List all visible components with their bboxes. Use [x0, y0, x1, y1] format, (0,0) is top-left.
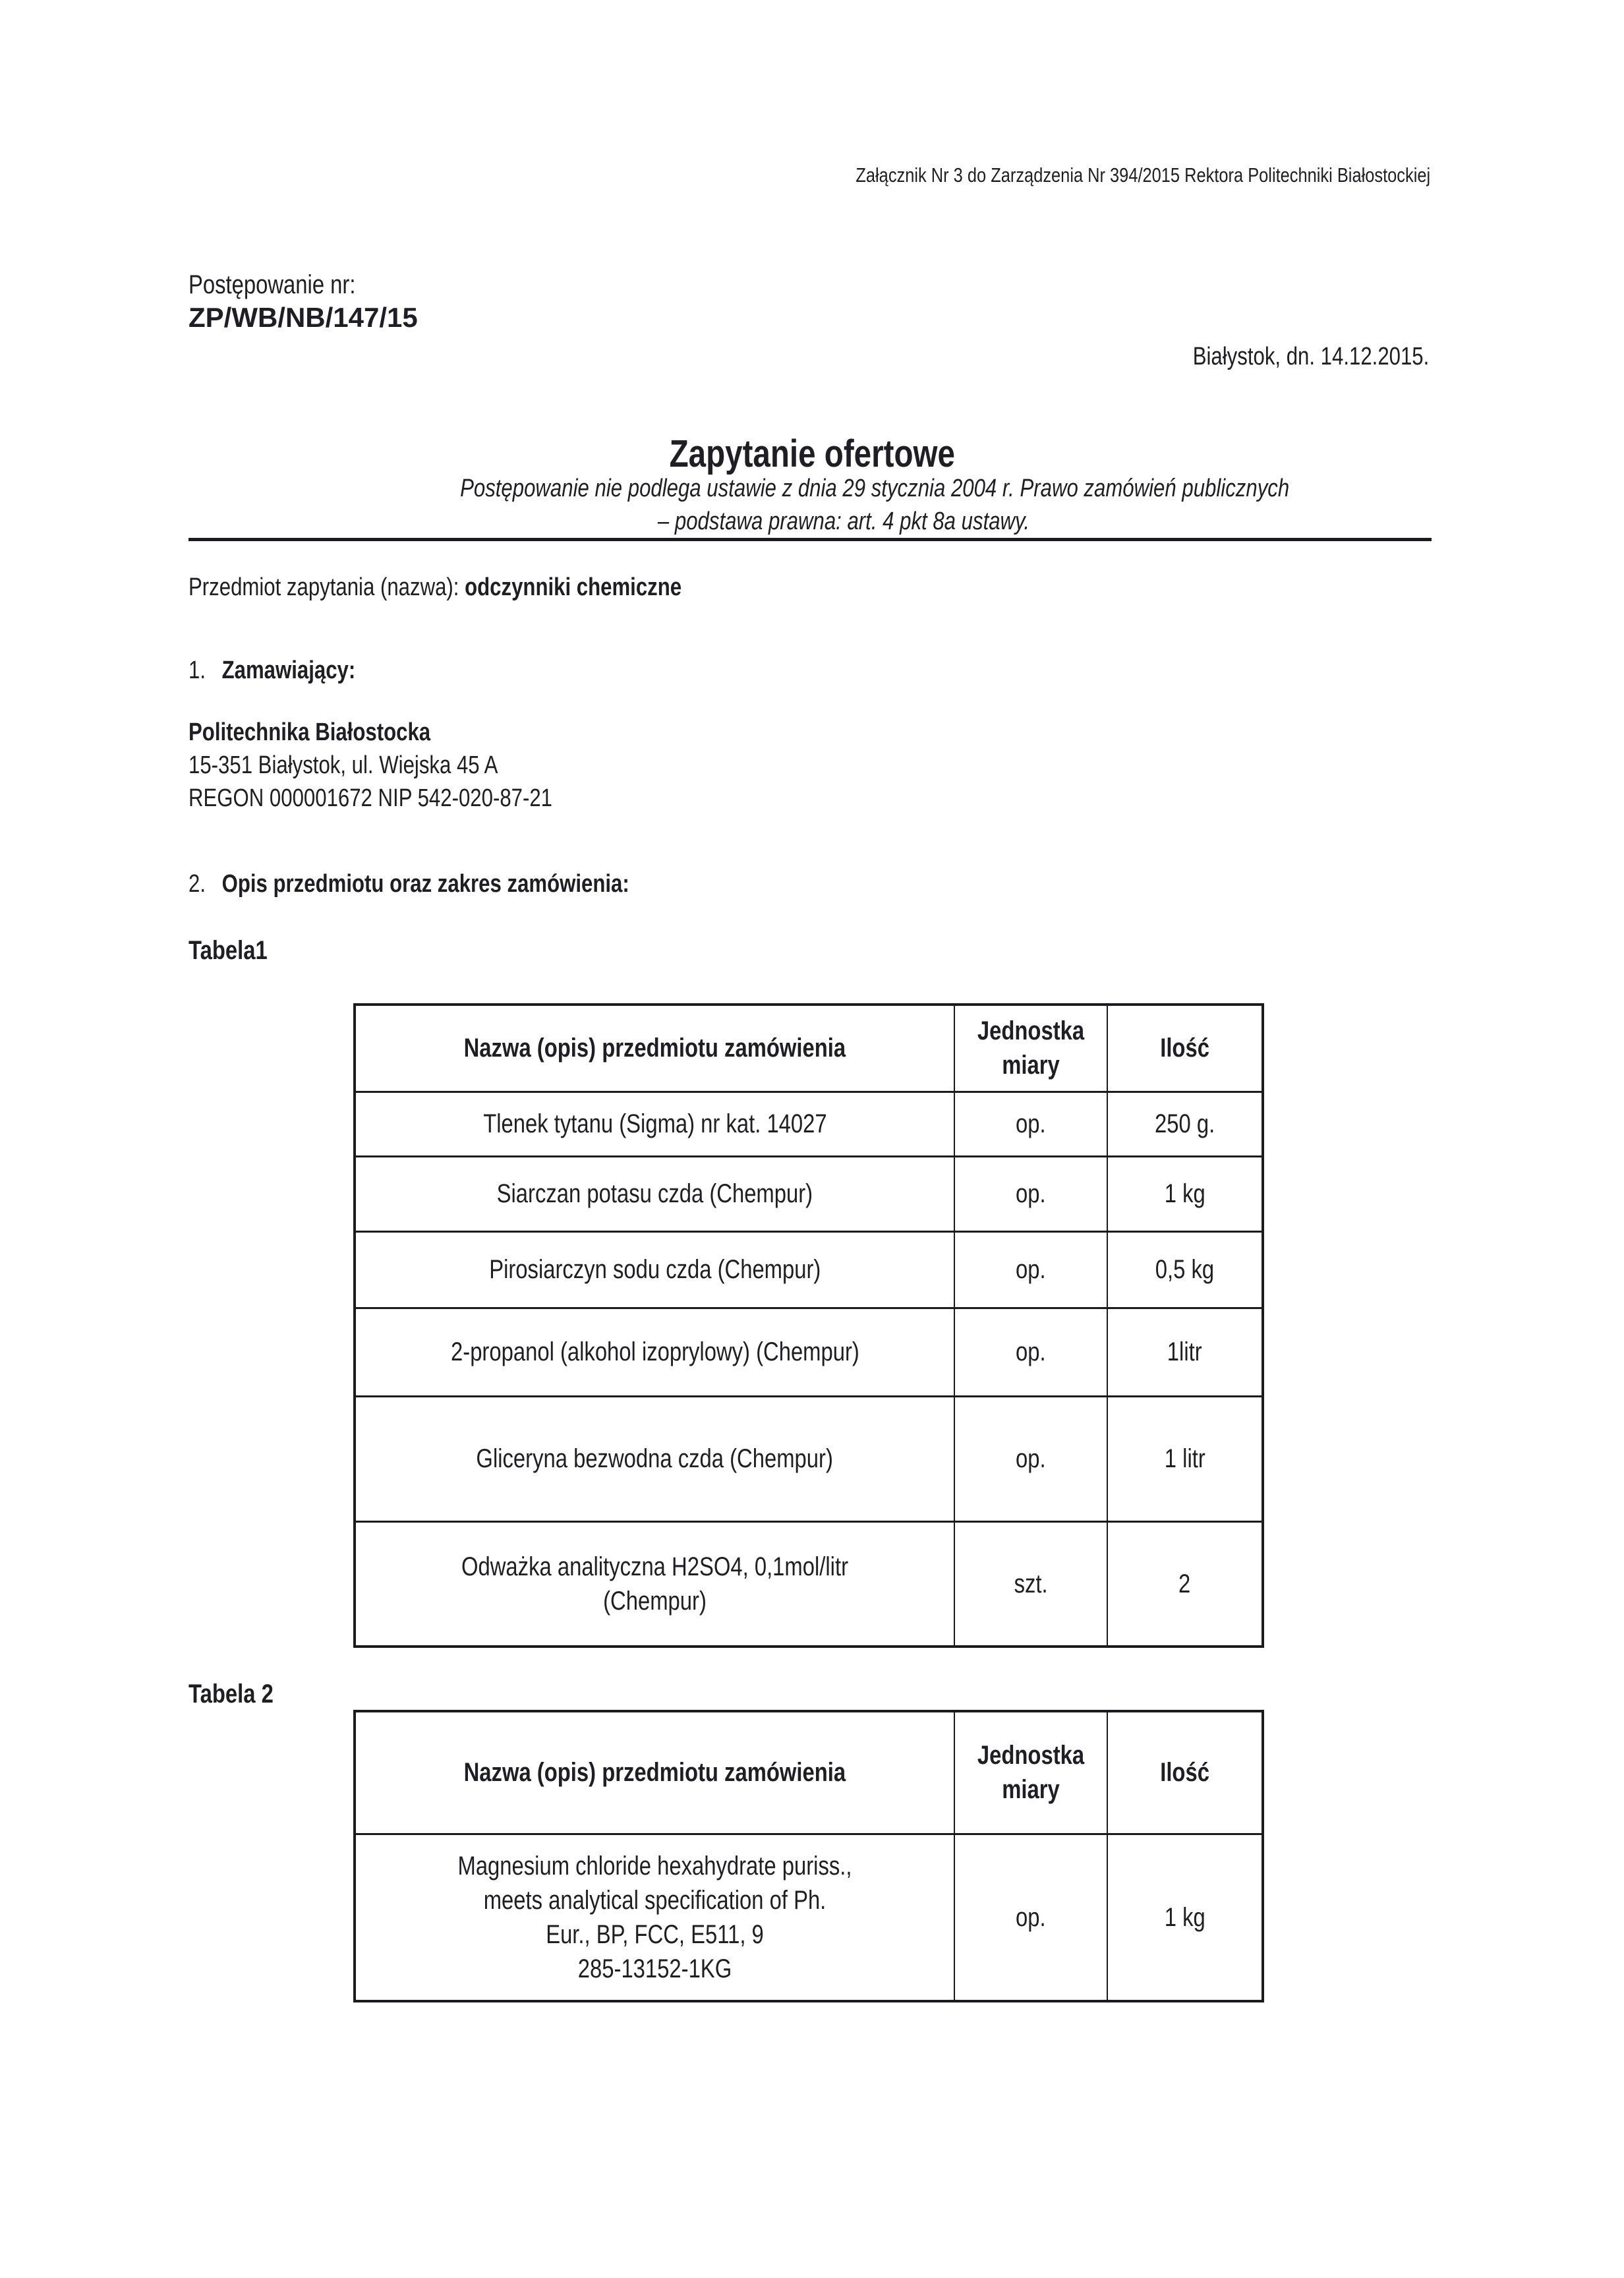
place-date-text: Białystok, dn. 14.12.2015.	[1192, 343, 1429, 370]
item-qty-text: 1 litr	[1164, 1444, 1205, 1473]
item-name-line-1: Magnesium chloride hexahydrate puriss.,	[457, 1851, 852, 1881]
item-unit-text: op.	[1016, 1444, 1046, 1473]
item-name-line-1: Odważka analityczna H2SO4, 0,1mol/litr	[461, 1552, 848, 1581]
table-row	[355, 1092, 1263, 1156]
item-qty	[1107, 1231, 1263, 1308]
item-qty-text: 1litr	[1167, 1337, 1202, 1366]
orderer-address	[188, 751, 566, 780]
item-unit-text: op.	[1016, 1337, 1046, 1366]
item-name-text: Tlenek tytanu (Sigma) nr kat. 14027	[482, 1109, 827, 1138]
item-name	[355, 1231, 954, 1308]
item-qty	[1107, 1092, 1263, 1156]
annex-text: Załącznik Nr 3 do Zarządzenia Nr 394/2015 Rektora Politechniki Białostockiej	[856, 163, 1430, 187]
legal-basis-line-1	[369, 475, 1318, 503]
table-row	[355, 1308, 1263, 1396]
item-name	[355, 1834, 954, 2001]
orderer-ids-text: REGON 000001672 NIP 542-020-87-21	[188, 784, 553, 812]
item-qty-text: 1 kg	[1164, 1902, 1205, 1932]
proceeding-label-text: Postępowanie nr:	[188, 270, 356, 299]
item-unit-text: op.	[1016, 1179, 1046, 1208]
item-unit	[954, 1834, 1107, 2001]
proceeding-label	[188, 270, 392, 300]
table-header-row	[355, 1711, 1263, 1834]
item-unit	[954, 1092, 1107, 1156]
item-name	[355, 1308, 954, 1396]
header-qty	[1107, 1711, 1263, 1834]
header-name-text: Nazwa (opis) przedmiotu zamówienia	[463, 1034, 846, 1063]
proceeding-number-text: ZP/WB/NB/147/15	[188, 302, 418, 333]
table-header-row	[355, 1005, 1263, 1092]
table-1-label-text: Tabela1	[188, 936, 268, 965]
item-qty	[1107, 1156, 1263, 1231]
item-unit	[954, 1521, 1107, 1647]
item-qty	[1107, 1308, 1263, 1396]
table-row	[355, 1521, 1263, 1647]
item-name-line-4: 285-13152-1KG	[577, 1954, 732, 1983]
table-row	[355, 1834, 1263, 2001]
table-2-label-text: Tabela 2	[188, 1679, 274, 1708]
header-name	[355, 1711, 954, 1834]
place-date	[0, 343, 1429, 371]
item-name-line-2: (Chempur)	[603, 1586, 707, 1616]
section-1-number: 1.	[188, 657, 206, 684]
items-table-2	[353, 1710, 1264, 2002]
header-unit-line-2: miary	[1002, 1051, 1060, 1080]
item-qty	[1107, 1834, 1263, 2001]
item-qty-text: 250 g.	[1154, 1109, 1215, 1138]
item-name	[355, 1156, 954, 1231]
proceeding-number	[188, 302, 418, 334]
table-2-label	[188, 1679, 292, 1709]
section-1-heading	[188, 657, 392, 685]
item-unit-text: szt.	[1014, 1569, 1048, 1598]
orderer-ids	[188, 784, 632, 813]
annex-reference	[0, 163, 1430, 187]
header-qty	[1107, 1005, 1263, 1092]
item-unit-text: op.	[1016, 1255, 1046, 1284]
table-1-label	[188, 936, 285, 966]
table-row	[355, 1156, 1263, 1231]
orderer-address-text: 15-351 Białystok, ul. Wiejska 45 A	[188, 751, 498, 779]
header-name-text: Nazwa (opis) przedmiotu zamówienia	[463, 1758, 846, 1788]
item-qty-text: 0,5 kg	[1155, 1255, 1215, 1284]
item-name	[355, 1521, 954, 1647]
table-row	[355, 1396, 1263, 1521]
item-unit	[954, 1156, 1107, 1231]
section-2-heading	[188, 870, 726, 898]
inquiry-subject	[188, 573, 790, 602]
item-unit-text: op.	[1016, 1902, 1046, 1932]
item-qty-text: 2	[1178, 1569, 1191, 1598]
item-name-text: Gliceryna bezwodna czda (Chempur)	[476, 1444, 834, 1473]
items-table-1	[353, 1003, 1264, 1648]
legal-basis-line-2	[369, 508, 1318, 536]
document-title	[0, 432, 1624, 476]
section-2-number: 2.	[188, 870, 206, 898]
header-qty-text: Ilość	[1160, 1758, 1209, 1788]
section-1-title: Zamawiający:	[221, 657, 356, 684]
item-unit-text: op.	[1016, 1109, 1046, 1138]
item-qty	[1107, 1521, 1263, 1647]
header-unit-line-2: miary	[1002, 1775, 1060, 1805]
item-unit	[954, 1396, 1107, 1521]
subject-value: odczynniki chemiczne	[465, 573, 682, 601]
header-unit	[954, 1711, 1107, 1834]
header-unit-line-1: Jednostka	[977, 1741, 1085, 1770]
document-title-text: Zapytanie ofertowe	[669, 432, 955, 475]
section-2-title: Opis przedmiotu oraz zakres zamówienia:	[221, 870, 629, 898]
orderer-name	[188, 718, 484, 747]
orderer-name-text: Politechnika Białostocka	[188, 718, 431, 746]
item-qty-text: 1 kg	[1164, 1179, 1205, 1208]
legal-basis-text-2: – podstawa prawna: art. 4 pkt 8a ustawy.	[657, 508, 1030, 535]
item-unit	[954, 1231, 1107, 1308]
item-name	[355, 1092, 954, 1156]
horizontal-rule	[188, 538, 1432, 541]
item-name-text: Siarczan potasu czda (Chempur)	[496, 1179, 813, 1208]
item-name-text: 2-propanol (alkohol izoprylowy) (Chempur)	[450, 1337, 859, 1366]
header-unit	[954, 1005, 1107, 1092]
table-row	[355, 1231, 1263, 1308]
header-name	[355, 1005, 954, 1092]
legal-basis-text-1: Postępowanie nie podlega ustawie z dnia 29 stycznia 2004 r. Prawo zamówień publicznych	[460, 475, 1290, 502]
header-qty-text: Ilość	[1160, 1034, 1209, 1063]
item-unit	[954, 1308, 1107, 1396]
header-unit-line-1: Jednostka	[977, 1016, 1085, 1046]
item-name-line-3: Eur., BP, FCC, E511, 9	[546, 1919, 764, 1949]
item-name-text: Pirosiarczyn sodu czda (Chempur)	[488, 1255, 821, 1284]
item-name-line-2: meets analytical specification of Ph.	[483, 1885, 826, 1915]
item-name	[355, 1396, 954, 1521]
subject-label: Przedmiot zapytania (nazwa):	[188, 573, 465, 601]
item-qty	[1107, 1396, 1263, 1521]
